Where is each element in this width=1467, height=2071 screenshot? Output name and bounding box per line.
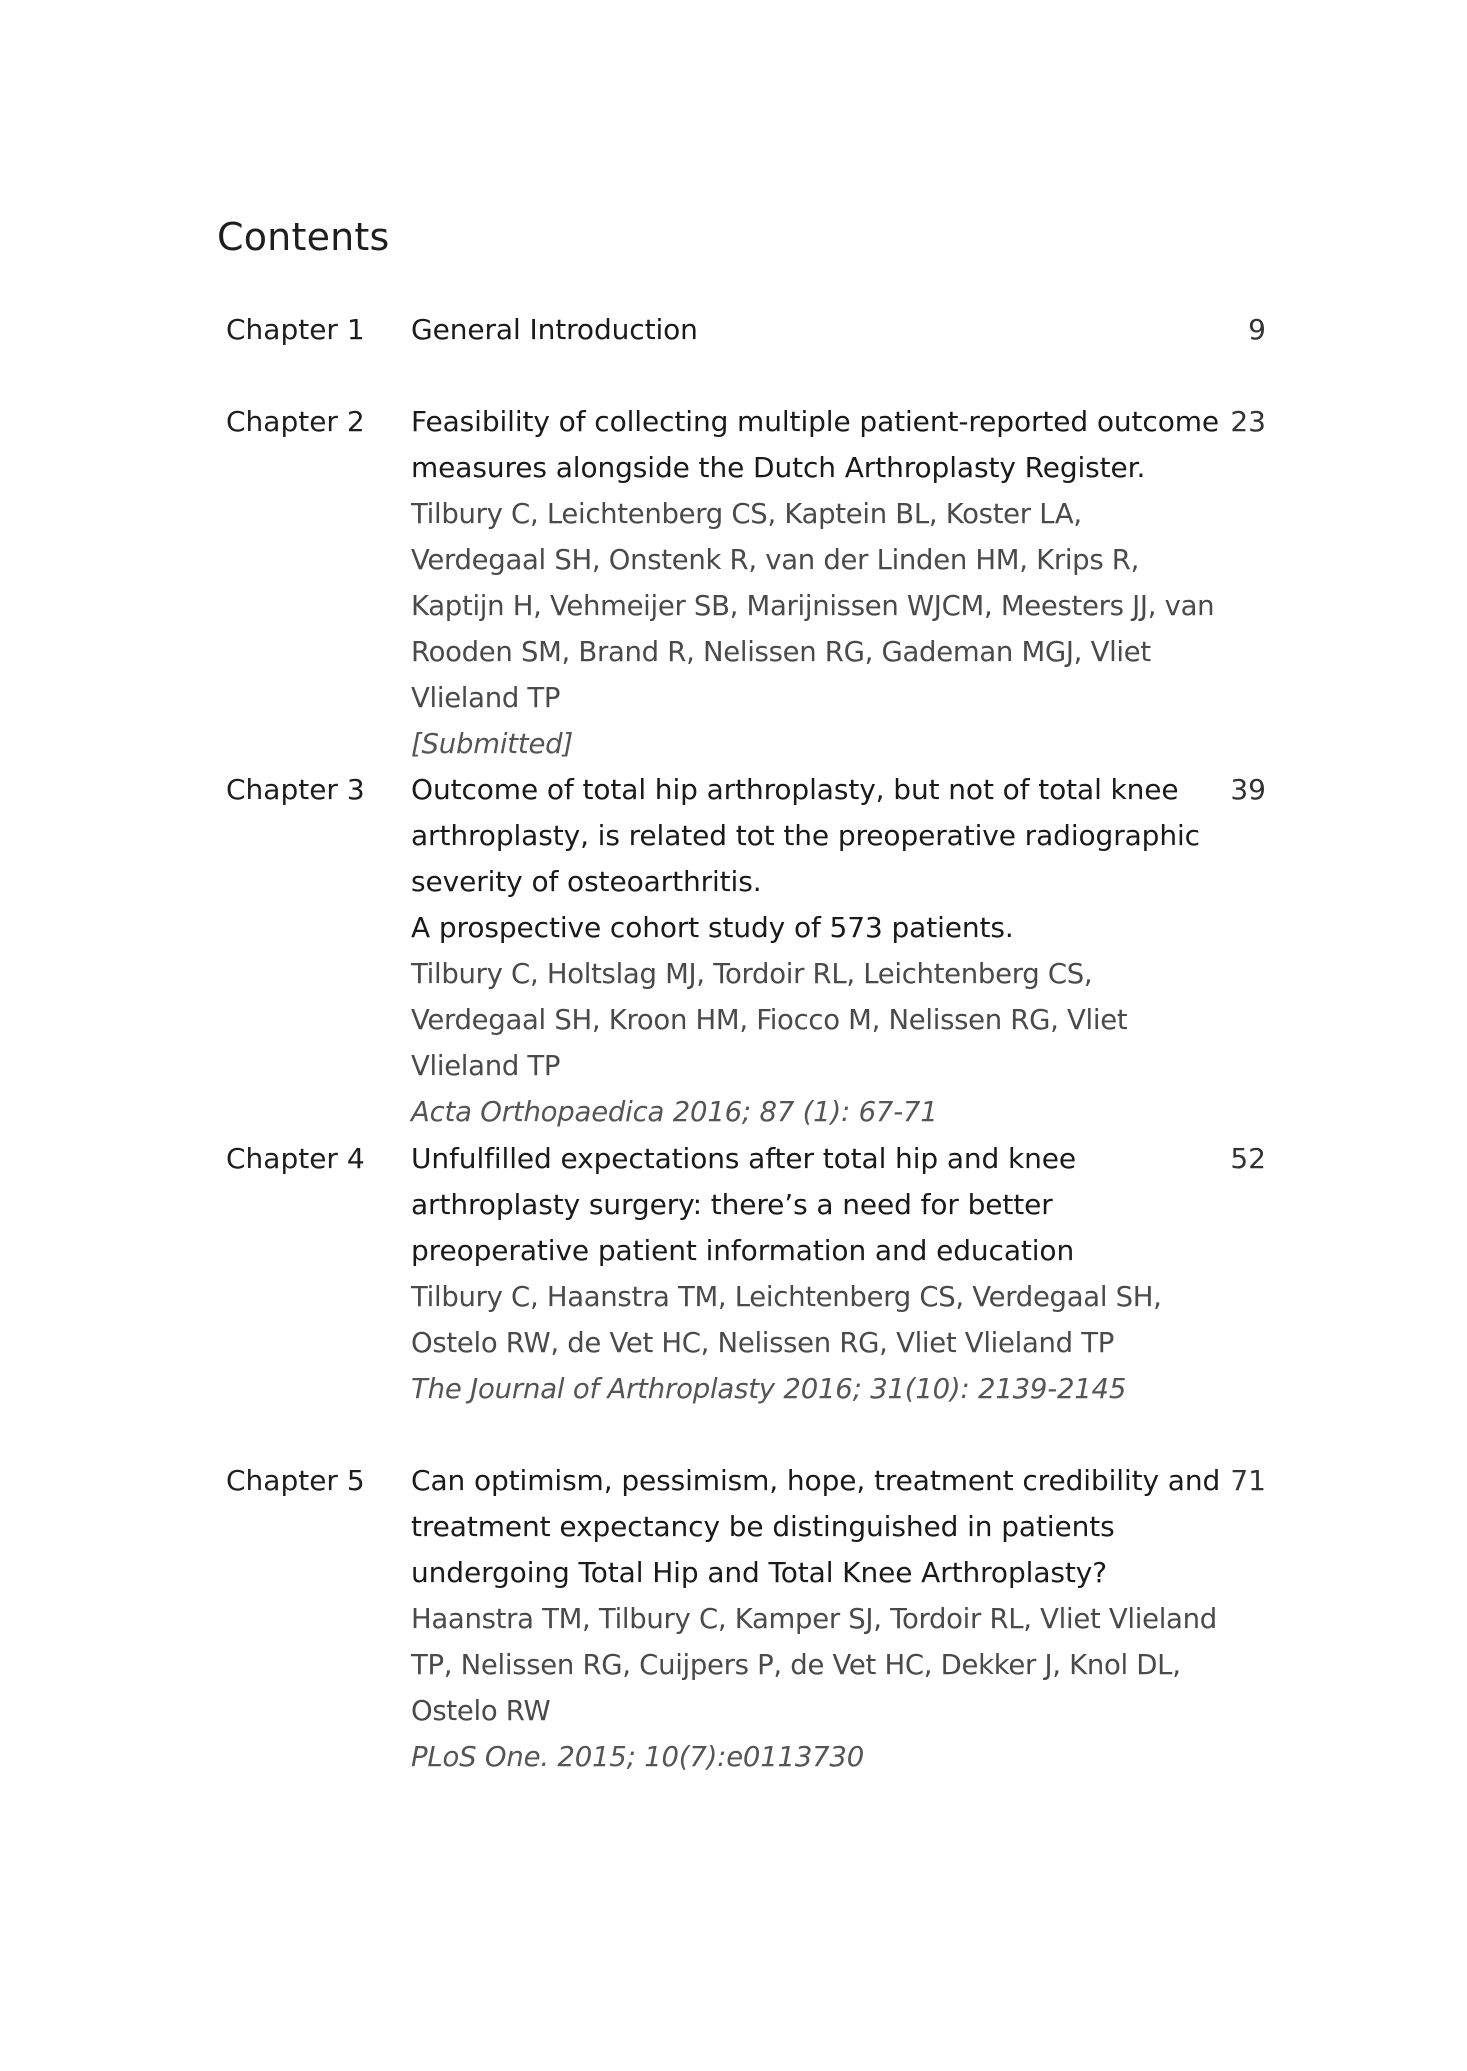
chapter-label: Chapter 3 [226, 773, 365, 806]
chapter-authors: Tilbury C, Haanstra TM, Leichtenberg CS, Verdegaal SH, Ostelo RW, de Vet HC, Nelissen RG, Vliet Vlieland TP [411, 1281, 1162, 1359]
chapter-authors: Haanstra TM, Tilbury C, Kamper SJ, Tordoir RL, Vliet Vlieland TP, Nelissen RG, Cuijpers P, de Vet HC, Dekker J, Knol DL, Ostelo RW [411, 1603, 1217, 1727]
chapter-authors: Tilbury C, Holtslag MJ, Tordoir RL, Leichtenberg CS, Verdegaal SH, Kroon HM, Fiocco M, Nelissen RG, Vliet Vlieland TP [411, 958, 1128, 1082]
chapter-citation: The Journal of Arthroplasty 2016; 31(10): 2139-2145 [411, 1373, 1127, 1405]
page-number: 9 [1248, 313, 1266, 346]
page-title: Contents [217, 215, 390, 259]
chapter-title: Feasibility of collecting multiple patient-reported outcome measures alongside the Dutch Arthroplasty Register. [411, 405, 1220, 484]
chapter-title: Outcome of total hip arthroplasty, but not of total knee arthroplasty, is related tot the preoperative radiographic severity of osteoarthritis. [411, 773, 1200, 898]
chapter-body [411, 1458, 1221, 1780]
chapter-label: Chapter 5 [226, 1464, 365, 1497]
chapter-label: Chapter 1 [226, 313, 365, 346]
chapter-body [411, 1136, 1221, 1412]
chapter-title: General Introduction [411, 313, 698, 346]
page-number: 39 [1230, 773, 1266, 806]
chapter-title: Unfulfilled expectations after total hip and knee arthroplasty surgery: there’s a need for better preoperative patient information and education [411, 1142, 1077, 1267]
page-number: 71 [1230, 1464, 1266, 1497]
page-number: 23 [1230, 405, 1266, 438]
chapter-authors: Tilbury C, Leichtenberg CS, Kaptein BL, Koster LA, Verdegaal SH, Onstenk R, van der Linden HM, Krips R, Kaptijn H, Vehmeijer SB, Marijnissen WJCM, Meesters JJ, van Rooden SM, Brand R, Nelissen RG, Gademan MGJ, Vliet Vlieland TP [411, 498, 1215, 714]
chapter-citation: PLoS One. 2015; 10(7):e0113730 [411, 1741, 865, 1773]
chapter-title: Can optimism, pessimism, hope, treatment credibility and treatment expectancy be distinguished in patients undergoing Total Hip and Total Knee Arthroplasty? [411, 1464, 1221, 1589]
chapter-label: Chapter 4 [226, 1142, 365, 1175]
chapter-label: Chapter 2 [226, 405, 365, 438]
chapter-subtitle: A prospective cohort study of 573 patients. [411, 911, 1014, 944]
chapter-body [411, 767, 1221, 1135]
page-number: 52 [1230, 1142, 1266, 1175]
chapter-body [411, 307, 1221, 353]
chapter-body [411, 399, 1221, 767]
chapter-citation: Acta Orthopaedica 2016; 87 (1): 67-71 [411, 1096, 938, 1128]
chapter-citation: [Submitted] [411, 728, 573, 760]
